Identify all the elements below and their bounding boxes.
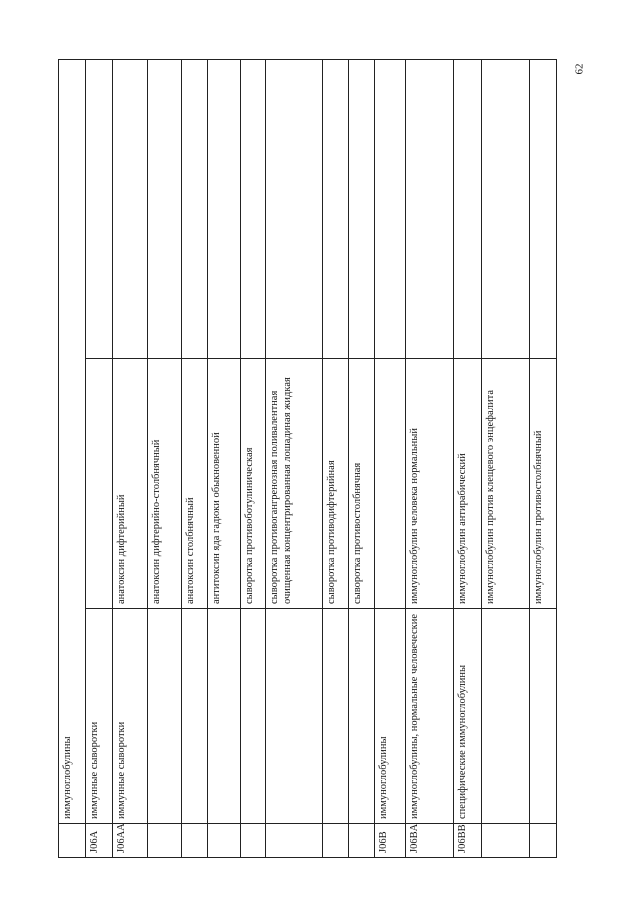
atc-code-cell: J06BA	[406, 824, 454, 858]
drug-name-cell: анатоксин дифтерийный	[113, 359, 148, 609]
table-row	[59, 59, 86, 857]
table-row	[86, 59, 113, 857]
group-name-cell	[266, 609, 322, 824]
atc-code-cell	[207, 824, 240, 858]
atc-code-cell	[240, 824, 265, 858]
dosage-form-cell	[348, 59, 374, 358]
table-row	[207, 59, 240, 857]
table-row	[147, 59, 182, 857]
atc-code-cell	[266, 824, 322, 858]
drug-name-cell	[86, 359, 113, 609]
atc-code-cell: J06BB	[454, 824, 481, 858]
drug-name-cell: иммуноглобулин против клещевого энцефалита	[481, 359, 529, 609]
dosage-form-cell	[266, 59, 322, 358]
page-number: 62	[573, 63, 585, 75]
dosage-form-cell	[147, 59, 182, 358]
table-row	[322, 59, 348, 857]
table-row	[240, 59, 265, 857]
table-row	[266, 59, 322, 857]
group-name-cell: иммунные сыворотки	[86, 609, 113, 824]
group-name-cell: иммунные сыворотки	[113, 609, 148, 824]
dosage-form-cell	[481, 59, 529, 358]
atc-code-cell	[59, 824, 86, 858]
atc-code-cell: J06A	[86, 824, 113, 858]
dosage-form-cell	[113, 59, 148, 358]
dosage-form-cell	[374, 59, 405, 358]
table-row	[529, 59, 556, 857]
atc-code-cell: J06B	[374, 824, 405, 858]
group-name-cell	[481, 609, 529, 824]
atc-code-cell	[182, 824, 207, 858]
group-name-cell	[182, 609, 207, 824]
group-name-cell: специфические иммуноглобулины	[454, 609, 481, 824]
dosage-form-cell	[207, 59, 240, 358]
drug-name-cell: сыворотка противоботулиническая	[240, 359, 265, 609]
group-name-cell	[348, 609, 374, 824]
group-name-cell	[147, 609, 182, 824]
group-name-cell: иммуноглобулины	[374, 609, 405, 824]
drug-name-cell: иммуноглобулин антирабический	[454, 359, 481, 609]
group-name-cell	[322, 609, 348, 824]
atc-code-cell	[481, 824, 529, 858]
table-row	[113, 59, 148, 857]
dosage-form-cell	[406, 59, 454, 358]
table-row	[348, 59, 374, 857]
drug-name-cell: иммуноглобулин противостолбнячный	[529, 359, 556, 609]
drug-name-cell: иммуноглобулин человека нормальный	[406, 359, 454, 609]
atc-code-cell	[348, 824, 374, 858]
dosage-form-cell	[86, 59, 113, 358]
table-row	[481, 59, 529, 857]
drug-name-cell: анатоксин дифтерийно-столбнячный	[147, 359, 182, 609]
dosage-form-cell	[240, 59, 265, 358]
atc-code-cell	[322, 824, 348, 858]
group-name-cell	[207, 609, 240, 824]
drug-name-cell: анатоксин столбнячный	[182, 359, 207, 609]
group-name-cell: иммуноглобулины, нормальные человеческие	[406, 609, 454, 824]
drug-classification-table	[58, 60, 557, 858]
table-row	[374, 59, 405, 857]
drug-name-cell: сыворотка противодифтерийная	[322, 359, 348, 609]
drug-name-cell: сыворотка противогангренозная поливалентная очищенная концентрированная лошадиная жидкая	[266, 359, 322, 609]
drug-name-cell	[374, 359, 405, 609]
dosage-form-cell	[182, 59, 207, 358]
atc-code-cell	[147, 824, 182, 858]
group-name-cell	[240, 609, 265, 824]
dosage-form-cell	[322, 59, 348, 358]
group-name-cell: иммуноглобулины	[59, 59, 86, 823]
drug-name-cell: сыворотка противостолбнячная	[348, 359, 374, 609]
group-name-cell	[529, 609, 556, 824]
dosage-form-cell	[454, 59, 481, 358]
atc-code-cell	[529, 824, 556, 858]
dosage-form-cell	[529, 59, 556, 358]
atc-code-cell: J06AA	[113, 824, 148, 858]
table-row	[454, 59, 481, 857]
drug-name-cell: антитоксин яда гадюки обыкновенной	[207, 359, 240, 609]
table-row	[182, 59, 207, 857]
table-row	[406, 59, 454, 857]
